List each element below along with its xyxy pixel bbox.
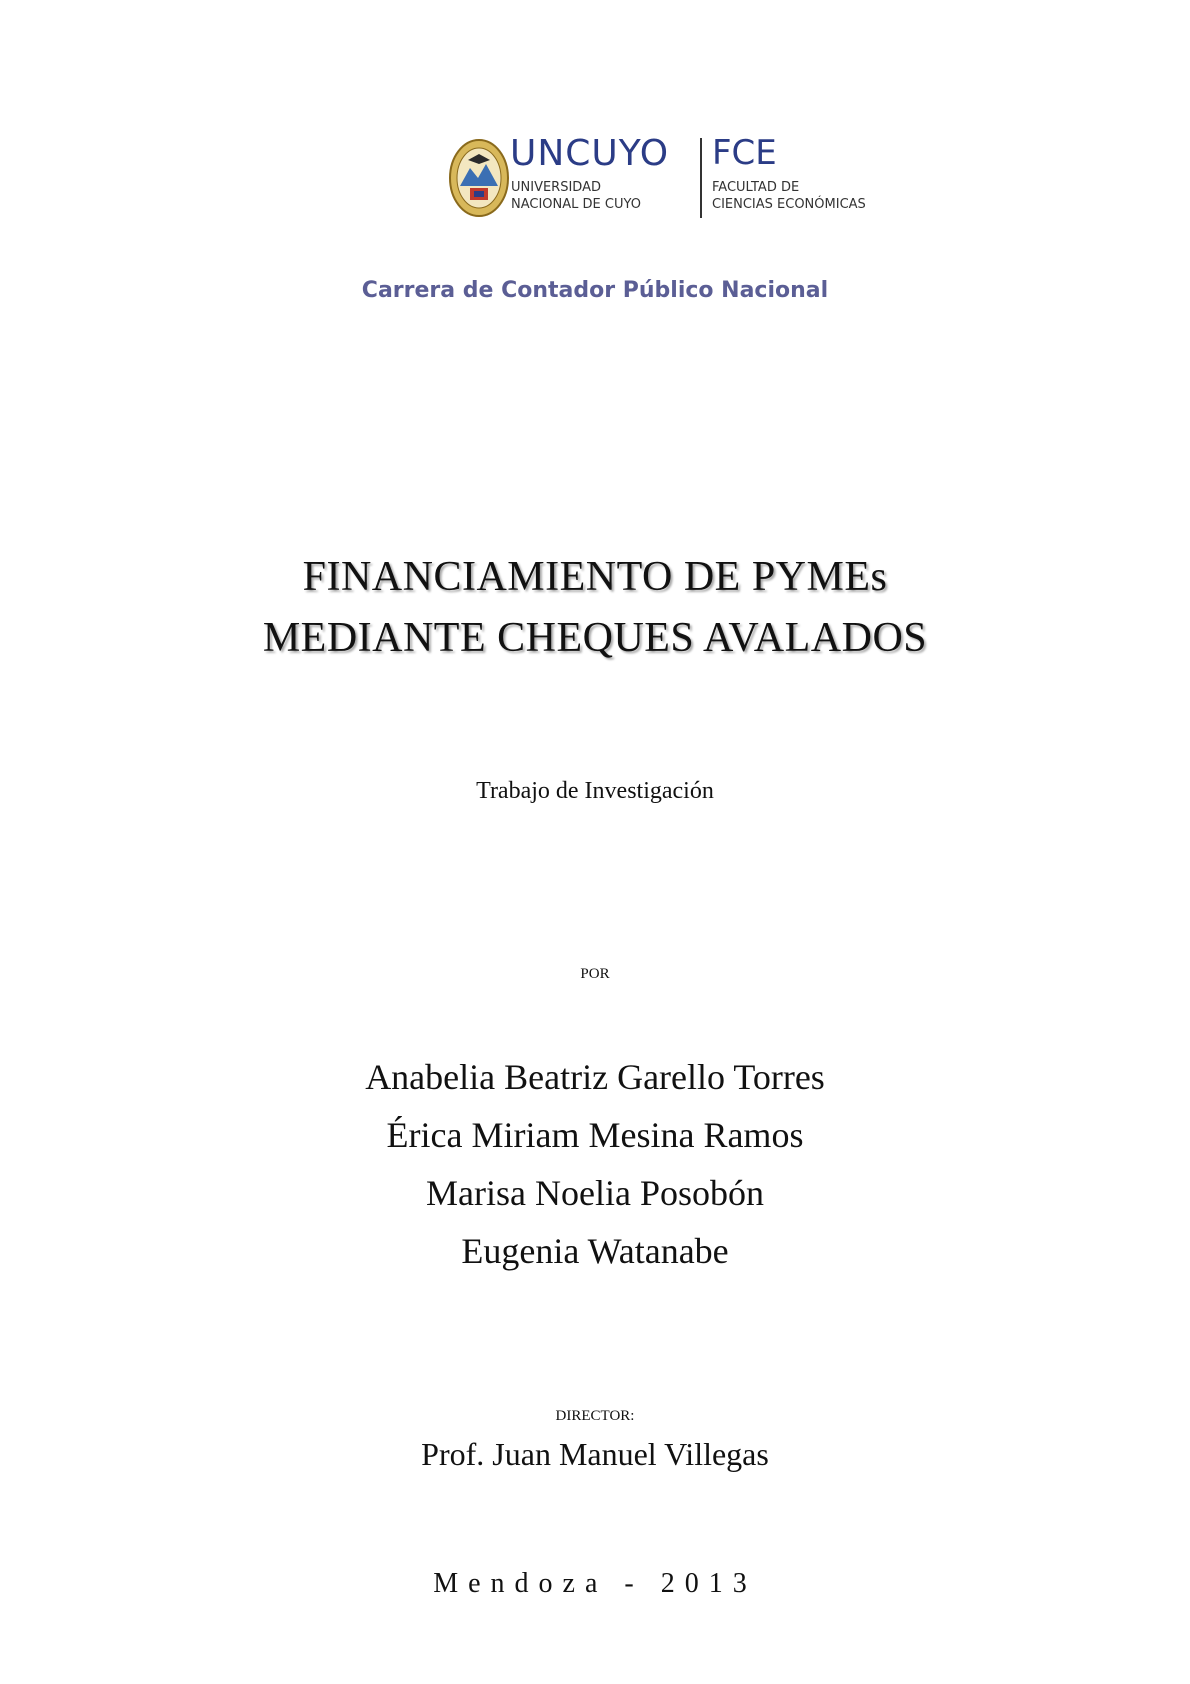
fce-subtitle-line-1: FACULTAD DE [712,180,800,195]
uncuyo-wordmark: UNCUYO [510,133,670,174]
by-label: POR [580,966,610,982]
university-seal-icon [448,138,510,218]
fce-subtitle-line-2: CIENCIAS ECONÓMICAS [712,197,866,212]
author-name: Anabelia Beatriz Garello Torres [365,1057,825,1097]
author-name: Eugenia Watanabe [461,1231,729,1271]
uncuyo-subtitle-line-2: NACIONAL DE CUYO [511,197,641,212]
author-name: Marisa Noelia Posobón [426,1173,764,1213]
title-line-2: MEDIANTE CHEQUES AVALADOS [262,615,928,661]
director-label: DIRECTOR: [555,1408,635,1424]
logo-divider [700,138,702,218]
fce-wordmark: FCE [712,133,777,173]
header-logos [448,133,888,222]
director-name: Prof. Juan Manuel Villegas [421,1436,769,1472]
author-name: Érica Miriam Mesina Ramos [386,1115,804,1155]
uncuyo-subtitle-line-1: UNIVERSIDAD [511,180,601,195]
career-label: Carrera de Contador Público Nacional [361,278,829,303]
document-subtitle: Trabajo de Investigación [476,778,714,804]
place-date: Mendoza - 2013 [433,1568,757,1599]
title-line-1: FINANCIAMIENTO DE PYMEs [302,554,888,600]
